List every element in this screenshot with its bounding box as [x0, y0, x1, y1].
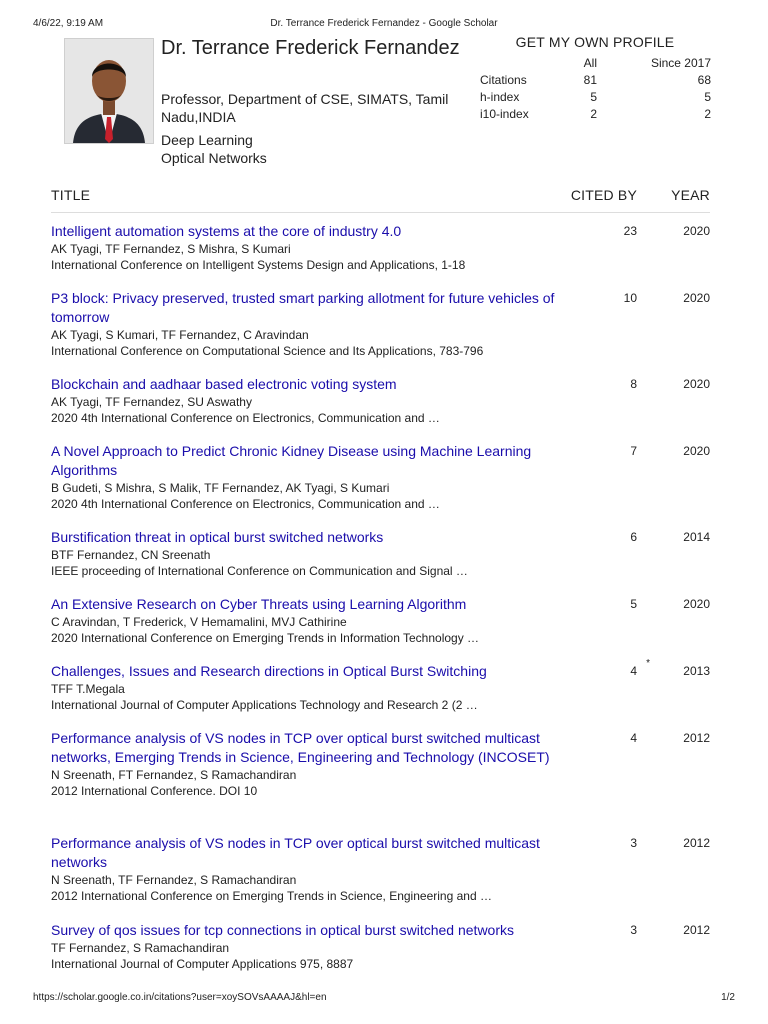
publication-year: 2020: [683, 377, 710, 391]
metric-all: 2: [590, 107, 597, 121]
cited-by-link[interactable]: 4: [630, 664, 637, 678]
publication-row: [51, 729, 710, 799]
publication-authors: BTF Fernandez, CN Sreenath: [51, 548, 211, 562]
publication-venue: 2020 4th International Conference on Electronics, Communication and …: [51, 497, 440, 511]
publication-row: [51, 222, 710, 273]
cited-by-link[interactable]: 10: [623, 291, 637, 305]
metric-since: 68: [697, 73, 711, 87]
publication-year: 2014: [683, 530, 710, 544]
publication-title-link[interactable]: P3 block: Privacy preserved, trusted smart parking allotment for future vehicles of tomorrow: [51, 290, 555, 325]
cited-by-link[interactable]: 23: [623, 224, 637, 238]
metrics-row-h-index: [480, 90, 711, 107]
publication-venue: International Journal of Computer Applications 975, 8887: [51, 957, 354, 971]
profile-affiliation: Professor, Department of CSE, SIMATS, Tamil Nadu,INDIA: [161, 91, 449, 125]
publication-title-link[interactable]: Performance analysis of VS nodes in TCP over optical burst switched multicast networks, Emerging Trends in Science, Engineering and Technology (INCOSET): [51, 730, 550, 765]
print-footer: [33, 992, 735, 1006]
publication-row: [51, 658, 710, 713]
header-divider: [51, 212, 710, 213]
publication-venue: 2020 4th International Conference on Electronics, Communication and …: [51, 411, 440, 425]
publication-venue: 2020 International Conference on Emerging Trends in Information Technology …: [51, 631, 480, 645]
publication-authors: N Sreenath, TF Fernandez, S Ramachandiran: [51, 873, 297, 887]
metrics-col-since: Since 2017: [650, 56, 711, 70]
citation-metrics-table: [480, 56, 711, 124]
person-icon: [65, 39, 153, 143]
metric-label: i10-index: [480, 107, 529, 121]
metric-all: 5: [590, 90, 597, 104]
sort-by-year-header[interactable]: YEAR: [671, 187, 710, 203]
publication-venue: International Journal of Computer Applications Technology and Research 2 (2 …: [51, 698, 478, 712]
metrics-row-citations: [480, 73, 711, 90]
publication-authors: TFF T.Megala: [51, 682, 125, 696]
publication-row: [51, 289, 710, 359]
metric-since: 2: [704, 107, 711, 121]
cited-by-link[interactable]: 7: [630, 444, 637, 458]
publication-year: 2020: [683, 597, 710, 611]
publication-title-link[interactable]: Survey of qos issues for tcp connections in optical burst switched networks: [51, 922, 514, 938]
get-my-own-profile-button[interactable]: GET MY OWN PROFILE: [515, 34, 675, 50]
publication-authors: C Aravindan, T Frederick, V Hemamalini, MVJ Cathirine: [51, 615, 347, 629]
cited-by-link[interactable]: 6: [630, 530, 637, 544]
publication-venue: International Conference on Computational Science and Its Applications, 783-796: [51, 344, 484, 358]
metric-label: h-index: [480, 90, 520, 104]
publication-year: 2012: [683, 836, 710, 850]
publication-authors: AK Tyagi, S Kumari, TF Fernandez, C Aravindan: [51, 328, 309, 342]
interest-link[interactable]: Deep Learning: [161, 132, 253, 148]
interest-link[interactable]: Optical Networks: [161, 150, 267, 166]
metrics-col-all: All: [583, 56, 597, 70]
publication-row: [51, 442, 710, 512]
cited-by-link[interactable]: 3: [630, 923, 637, 937]
publication-venue: IEEE proceeding of International Conference on Communication and Signal …: [51, 564, 468, 578]
publication-year: 2020: [683, 444, 710, 458]
publication-authors: TF Fernandez, S Ramachandiran: [51, 941, 230, 955]
publication-venue: 2012 International Conference on Emerging Trends in Science, Engineering and …: [51, 889, 492, 903]
publication-year: 2012: [683, 731, 710, 745]
publication-title-link[interactable]: Performance analysis of VS nodes in TCP over optical burst switched multicast networks: [51, 835, 540, 870]
sort-by-cited-header[interactable]: CITED BY: [570, 187, 637, 203]
publication-title-link[interactable]: Burstification threat in optical burst switched networks: [51, 529, 384, 545]
print-page-title: Dr. Terrance Frederick Fernandez - Google Scholar: [270, 18, 498, 29]
publication-venue: 2012 International Conference. DOI 10: [51, 784, 258, 798]
publication-authors: B Gudeti, S Mishra, S Malik, TF Fernandez, AK Tyagi, S Kumari: [51, 481, 390, 495]
cited-by-link[interactable]: 4: [630, 731, 637, 745]
publication-year: 2013: [683, 664, 710, 678]
publication-row: [51, 528, 710, 579]
print-page-number: 1/2: [721, 992, 735, 1003]
publication-title-link[interactable]: Challenges, Issues and Research directions in Optical Burst Switching: [51, 663, 487, 679]
publication-year: 2020: [683, 224, 710, 238]
print-url: https://scholar.google.co.in/citations?user=xoySOVsAAAAJ&hl=en: [33, 992, 327, 1003]
publication-title-link[interactable]: Blockchain and aadhaar based electronic voting system: [51, 376, 397, 392]
merged-citations-star: *: [646, 658, 650, 669]
metrics-row-i10-index: [480, 107, 711, 124]
metric-label: Citations: [480, 73, 527, 87]
publication-title-link[interactable]: A Novel Approach to Predict Chronic Kidney Disease using Machine Learning Algorithms: [51, 443, 532, 478]
publication-authors: AK Tyagi, TF Fernandez, S Mishra, S Kumari: [51, 242, 291, 256]
publication-row: [51, 921, 710, 972]
publication-title-link[interactable]: An Extensive Research on Cyber Threats using Learning Algorithm: [51, 596, 467, 612]
cited-by-link[interactable]: 3: [630, 836, 637, 850]
publication-year: 2012: [683, 923, 710, 937]
cited-by-link[interactable]: 5: [630, 597, 637, 611]
metric-all: 81: [583, 73, 597, 87]
cited-by-link[interactable]: 8: [630, 377, 637, 391]
publication-row: [51, 595, 710, 646]
sort-by-title-header[interactable]: TITLE: [51, 187, 91, 203]
print-header: [33, 18, 735, 32]
publication-title-link[interactable]: Intelligent automation systems at the core of industry 4.0: [51, 223, 402, 239]
publication-row: [51, 375, 710, 426]
print-datetime: 4/6/22, 9:19 AM: [33, 18, 104, 29]
publication-authors: AK Tyagi, TF Fernandez, SU Aswathy: [51, 395, 252, 409]
publication-year: 2020: [683, 291, 710, 305]
profile-photo: [64, 38, 154, 144]
publication-row: [51, 834, 710, 904]
metric-since: 5: [704, 90, 711, 104]
publication-venue: International Conference on Intelligent Systems Design and Applications, 1-18: [51, 258, 466, 272]
metrics-header-row: [480, 56, 711, 73]
profile-name: Dr. Terrance Frederick Fernandez: [161, 37, 460, 59]
publication-authors: N Sreenath, FT Fernandez, S Ramachandiran: [51, 768, 297, 782]
